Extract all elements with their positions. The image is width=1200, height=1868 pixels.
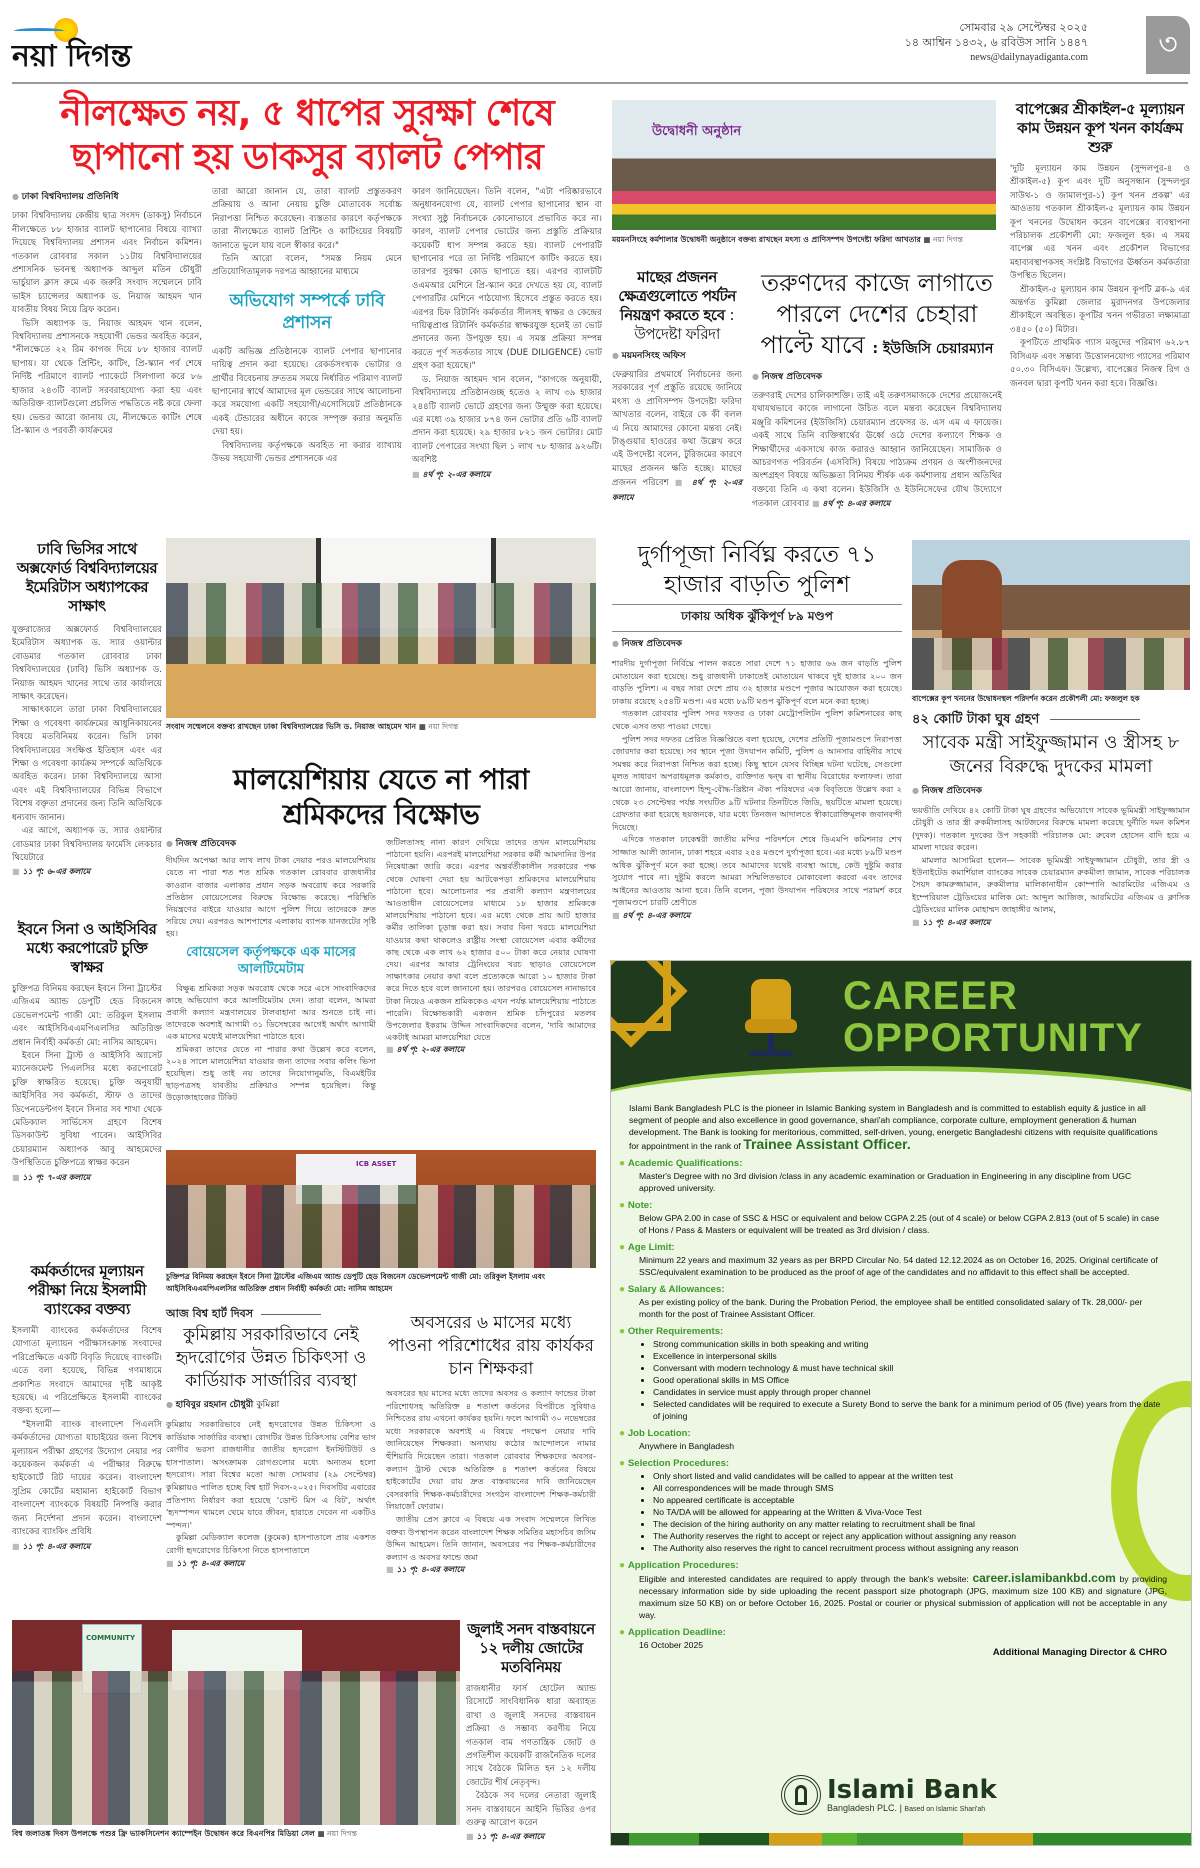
paragraph: শ্রীকাইল-৫ মূল্যায়ন কাম উন্নয়ন কূপটি ব্লক-৯ এর অন্তর্গত কুমিল্লা জেলার মুরাদনগর উপজেলার শ্রীকাইলে অবস্থিত। কূপটির খনন গভীরতা লক্ষ্যমাত্রা ৩৪৫০ (৫০) মিটার।	[1010, 284, 1190, 335]
paragraph: বৈঠকে সব দলের নেতারা জুলাই সনদ বাস্তবায়নে আইনি ভিত্তির ওপর গুরুত্ব আরোপ করেন	[466, 1791, 596, 1829]
paragraph: "ইসলামী ব্যাংক বাংলাদেশ পিএলসি কর্মকর্তাদের যোগ্যতা যাচাইয়ের জন্য বিশেষ মূল্যায়ন পরীক্ষা গ্রহণের উদ্যোগ নেয়ার পর কয়েকজন কর্মকর্তা এ পরীক্ষার বিরুদ্ধে হাইকোর্টে রিট দায়ের করেন। বাংলাদেশ সুপ্রিম কোর্টের মহামান্য হাইকোর্ট বিভাগ বাংলাদেশ ব্যাংককে বিষয়টি নিষ্পত্তি করার জন্য নির্দেশনা প্রদান করেন। বাংলাদেশ ব্যাংকের ব্যাংকিং প্রবিধি	[12, 1419, 162, 1538]
teachers-story	[386, 1312, 596, 1577]
bullet-item: • Conversant with modern technology & must have technical skill	[653, 1362, 1167, 1374]
fish-story	[612, 268, 742, 505]
section-title: ● Job Location:	[629, 1428, 1167, 1440]
photo-caption: বাপেক্সের কূপ খননের উদ্বোধনস্থল পরিদর্শন করেন প্রকৌশলী মো: ফজলুল হক	[912, 694, 1140, 703]
jump-link[interactable]: ■ ১১ পৃ: ৪-এর কলামে	[386, 1565, 464, 1574]
jump-link[interactable]: ■ ১১ পৃ: ৪-এর কলামে	[166, 1559, 244, 1568]
agreement-signing-photo	[166, 1150, 596, 1268]
career-section	[629, 1284, 1167, 1320]
career-title	[843, 975, 1143, 1059]
malaysia-col2	[386, 836, 596, 1104]
career-title-line2: OPPORTUNITY	[843, 1016, 1143, 1060]
heart-headline[interactable]: কুমিল্লায় সরকারিভাবে নেই হৃদরোগের উন্নত চিকিৎসা ও কার্ডিয়াক সার্জারির ব্যবস্থা	[175, 1325, 367, 1391]
paragraph: ড. নিয়াজ আহমদ খান বলেন, "কাগজে অনুযায়ী, বিশ্ববিদ্যালয়ে প্রতিষ্ঠানগুচ্ছ হতেও ২ লাখ ৩৯ হাজার ২৪৪টি ব্যালট ভোটে গ্রহণের জন্য উন্মুক্ত করা হয়েছে। এর মধ্যে ৩৯ হাজার ৮৭৪ জন ভোটার প্রতি ৬টি ব্যালট প্রদান করা হয়েছে। ২৯ হাজার ৮২১ জন ভোটার। মোট ব্যালট পেপারের সংখ্যা ছিল ১ লাখ ৭৮ হাজার ৯২৬টি। অবশিষ্ট	[412, 374, 602, 466]
section-text: Anywhere in Bangladesh	[639, 1441, 735, 1451]
bullet-item: • Selected candidates will be required to execute a Surety Bond to serve the bank for a minimum period of 05 (five) years from the date of joining	[653, 1398, 1167, 1422]
lead-col2	[212, 186, 402, 482]
kicker-text: আজ বিশ্ব হার্ট দিবস	[166, 1307, 253, 1320]
teachers-headline[interactable]: অবসরের ৬ মাসের মধ্যে পাওনা পরিশোধের রায় কার্যকর চান শিক্ষকরা	[388, 1313, 594, 1379]
paragraph: ফেব্রুয়ারির প্রথমার্ধে নির্বাচনের জন্য সরকারের পূর্ণ প্রস্তুতি রয়েছে জানিয়ে মৎস্য ও প্রাণিসম্পদ উপদেষ্টা ফরিদা আখতার বলেন, বাইরে কে কী বলল এ নিয়ে আমাদের কোনো মন্তব্য নেই। টাঙ্গুয়ার হাওরের কথা উল্লেখ করে এই উপদেষ্টা বলেন, টুরিজমের কারণে মাছের প্রজনন ক্ষতি হচ্ছে। মাছের প্রজনন পরিবেশ	[612, 370, 742, 489]
section-title: ● Age Limit:	[629, 1242, 1167, 1254]
jump-link[interactable]: ■ ১১ পৃ: ৪-এর কলামে	[12, 1542, 90, 1551]
photo-credit: ■ নয়া দিগন্ত	[317, 1829, 358, 1838]
paragraph: পুলিশ সদর দফতর প্রেরিত বিজ্ঞপ্তিতে বলা হয়েছে, দেশের প্রতিটি পূজামণ্ডপে নিরাপত্তা জোরদার করা হয়েছে। সব স্থানে পূজা উদযাপন কমিটি, পুলিশ ও আনসার বাহিনীর সাথে সমন্বয় করে নিরাপত্তা নিশ্চিত করা হচ্ছে। কিছু স্থানে যেসব বিচ্ছিন্ন ঘটনা ঘটেছে, সেগুলো মূলত সাধারণ অপরাধমূলক কর্মকাণ্ড, ব্যক্তিগত দ্বন্দ্ব বা স্থানীয় বিরোধের ফলাফল। তারা আরো জানায়, বাংলাদেশ হিন্দু-বৌদ্ধ-খ্রিষ্টান ঐক্য পরিষদের এক বিবৃতিতে উল্লেখ করা ২ থেকে ২৩ সেপ্টেম্বর পর্যন্ত সংঘটিত ৯টি ঘটনার তিনটিতে জিডি, ছয়টিতে মামলা হয়েছে। গ্রেফতার করা হয়েছে ছয়জনকে, যার মধ্যে তিনজন আদালতে স্বীকারোক্তিমূলক জবানবন্দী দিয়েছে।	[612, 733, 902, 832]
caption-text: সংবাদ সম্মেলনে বক্তব্য রাখছেন ঢাকা বিশ্ববিদ্যালয়ের ভিসি ড. নিয়াজ আহমেদ খান	[166, 722, 417, 731]
chair-icon	[741, 979, 801, 1057]
malaysia-pullquote: বোয়েসেল কর্তৃপক্ষকে এক মাসের আলটিমেটাম	[186, 944, 356, 977]
heart-body	[166, 1418, 376, 1570]
headline-text: মাছের প্রজনন ক্ষেত্রগুলোতে পর্যটন নিয়ন্ত্রণ করতে হবে	[618, 268, 736, 324]
fish-body	[612, 369, 742, 505]
bapex-story	[1010, 100, 1190, 391]
bullet-item: • Strong communication skills in both speaking and writing	[653, 1338, 1167, 1350]
logo-tag: Based on Islamic Shari'ah	[904, 1806, 986, 1813]
career-section	[629, 1242, 1167, 1278]
ugc-headline[interactable]	[752, 268, 1002, 365]
section-title: ● Other Requirements:	[629, 1326, 1167, 1338]
ibn-sina-photo-block	[166, 1150, 596, 1295]
paragraph: তারা আরো জানান যে, তারা ব্যালট প্রস্তুতকরণ প্রক্রিয়ায় ও আনা নেয়ায় চুক্তি মোতাবেক সর্বোচ্চ নিরাপত্তা নিশ্চিত করেছেন। ব্যস্ততার কারণে কর্তৃপক্ষকে তারা নীলক্ষেতে ব্যালট প্রিন্টিং ও কাটিংয়ের বিষয়টি জানাতে ভুলে যায় বলে স্বীকার করে।"	[212, 187, 402, 251]
lead-byline: ● ঢাকা বিশ্ববিদ্যালয় প্রতিনিধি	[12, 190, 202, 204]
paragraph: তরুণরাই দেশের চালিকাশক্তি। তাই এই তরুণসমাজকে দেশের প্রয়োজনেই যথাযথভাবে কাজে লাগানো উচিত বলে মন্তব্য করেছেন বিশ্ববিদ্যালয় মঞ্জুরি কমিশনের (ইউজিসি) চেয়ারম্যান প্রফেসর ড. এস এম এ ফায়েজ। একই সাথে তিনি ব্যক্তিস্বার্থের ঊর্ধ্বে ওঠে দেশের কল্যাণে শিক্ষক ও শিক্ষার্থীদের একসাথে কাজ করারও আহ্বান জানিয়েছেন। সামাজিক ও আচরণগত পরিবর্তন (এসবিসি) বিষয়ে পাঠ্যক্রম প্রণয়ন ও অংশীজনদের অংশগ্রহণ বিষয়ে অভিজ্ঞতা বিনিময় শীর্ষক এক কর্মশালায় প্রধান অতিথির বক্তব্যে তিনি এ কথা বলেন। ইউজিসি ও ইউনিসেফের যৌথ উদ্যোগে গতকাল রোববার	[752, 391, 1002, 510]
masthead	[0, 0, 1200, 80]
date-gregorian: সোমবার ২৯ সেপ্টেম্বর ২০২৫	[959, 21, 1088, 34]
lead-headline-line2: ছাপানো হয় ডাকসুর ব্যালট পেপার	[71, 137, 543, 178]
section-title: ● Application Deadline:	[629, 1627, 1167, 1639]
acc-kicker	[912, 710, 1190, 731]
page-number: ৩	[1158, 27, 1178, 62]
section-title: ● Salary & Allowances:	[629, 1284, 1167, 1296]
acc-body	[912, 804, 1190, 929]
paragraph: দীর্ঘদিন অপেক্ষা আর লাখ লাখ টাকা দেয়ার পরও মালয়েশিয়ায় যেতে না পারা শত শত শ্রমিক গতকাল রোববার রাজধানীর কাওরান বাজার এলাকার প্রধান সড়ক অবরোধ করে সরকারি প্রতিষ্ঠান বোয়েসেলের বিরুদ্ধে বিক্ষোভ করেছে। পরিস্থিতি নিয়ন্ত্রণের বাইরে যাওয়ার আগে পুলিশ গিয়ে তাদেরকে দ্রুত সরিয়ে দেয়। এরপরও আশপাশের এলাকায় ব্যাপক যানজটের সৃষ্টি হয়।	[166, 855, 376, 939]
heart-story	[166, 1305, 376, 1570]
headline-suffix: : উপদেষ্টা ফরিদা	[634, 306, 735, 343]
application-text	[629, 1572, 1167, 1621]
deadline-date: 16 October 2025	[639, 1640, 704, 1650]
lead-pullquote: অভিযোগ সম্পর্কে ঢাবি প্রশাসন	[229, 290, 385, 333]
bank-emblem-icon	[781, 1775, 821, 1815]
section-title: ● Note:	[629, 1200, 1167, 1212]
durga-byline: ● নিজস্ব প্রতিবেদক	[612, 636, 902, 651]
paragraph: ইবনে সিনা ট্রাস্ট ও আইসিবি অ্যাসেট ম্যানেজমেন্ট পিএলসির মধ্যে করপোরেট চুক্তি স্বাক্ষরিত হয়েছে। চুক্তি অনুযায়ী আইসিবির সব কর্মকর্তা, স্টাফ ও তাদের ডিপেনডেন্টগণ ইবনে সিনার সব শাখা থেকে মেডিক্যাল সার্ভিসেস গ্রহণে বিশেষ ডিসকাউন্ট সুবিধা পাবেন। আইসিবির চেয়ারম্যান অধ্যাপক আবু আহমেদের উপস্থিতিতে চুক্তিপত্রে স্বাক্ষর করেন	[12, 1051, 162, 1169]
workshop-photo	[612, 100, 996, 230]
bullet-item: • All correspondences will be made through SMS	[653, 1482, 1167, 1494]
section-text: Below GPA 2.00 in case of SSC & HSC or equivalent and below CGPA 2.25 (out of 4 scale) or below CGPA 2.813 (out of 5 scale) in case of Hons / Pass & Masters or equivalent will be treated as 3rd division / class.	[639, 1213, 1160, 1235]
july-charter-story	[466, 1620, 596, 1845]
ugc-byline: ● নিজস্ব প্রতিবেদক	[752, 369, 1002, 384]
paragraph: এদিকে গতকাল ঢাকেশ্বরী জাতীয় মন্দির পরিদর্শনে শেষে ডিএমপি কমিশনার শেখ সাজ্জাত আলী জানান, ঢাকা শহরে এবার ২৫৪ মণ্ডপে দুর্গাপূজা হবে। এর মধ্যে ৮৯টি মণ্ডপ অধিক ঝুঁকিপূর্ণ মনে করা হচ্ছে। তবে আমাদের যথেষ্ট ব্যবস্থা আছে, কেউ দুষ্টুমি করার সুযোগ পাবে না। দুষ্টুমি করলে আমরা সম্মিলিতভাবে মোকাবেলা করবো এবং তাদের আইনের আওতায় আনা হবে। তিনি বলেন, পূজা উদযাপন পরিষদের সাথে পরামর্শ করে পূজামণ্ডপে চারটি শ্রেণীতে	[612, 834, 902, 908]
oxford-story	[12, 540, 162, 880]
bullet-item: • Only short listed and valid candidates will be called to appear at the written test	[653, 1470, 1167, 1482]
fish-byline: ● ময়মনসিংহ অফিস	[612, 348, 742, 363]
photo-credit: ■ নয়া দিগন্ত	[923, 235, 963, 244]
career-ad	[610, 960, 1192, 1846]
career-section	[629, 1458, 1167, 1554]
section-title: ● Academic Qualifications:	[629, 1158, 1167, 1170]
career-url-link[interactable]: career.islamibankbd.com	[972, 1571, 1116, 1585]
paragraph: জাতীয় প্রেস ক্লাবে এ বিষয়ে এক সংবাদ সম্মেলনে লিখিত বক্তব্য উপস্থাপন করেন বাংলাদেশ শিক্ষক সমিতির মহাসচিব জসিম উদ্দিন আহমেদ। তিনি জানান, অবসরের পর শিক্ষক-কর্মচারীদের কল্যাণ ও অবসর ফান্ডে জমা	[386, 1513, 597, 1562]
paragraph: কূপটিতে প্রাথমিক গ্যাস মজুদের পরিমাণ ৬২.৮৭ বিসিএফ এবং সম্ভাব্য উত্তোলনযোগ্য গ্যাসের পরিমাণ ৫০.৩০ বিসিএফ। উল্লেখ্য, বাপেক্সের নিজস্ব রিগ ও জনবল দ্বারা কূপটি খনন করা হবে। বিজ্ঞপ্তি।	[1010, 338, 1190, 389]
drilling-rig-photo	[912, 540, 1190, 690]
byline-name: হাবিবুর রহমান চৌধুরী	[175, 1400, 254, 1410]
paragraph: জটিলতাসহ নানা কারণ দেখিয়ে তাদের তখন মালয়েশিয়ায় পাঠানো হয়নি। এরপরই মালয়েশিয়া সরকার কর্মী আমদানির উপর নিষেধাজ্ঞা জারি করে। এরপর অন্তর্বর্তীকালীন সরকারের পক্ষ থেকে ঘোষণা দেয়া হয় আটকেপড়া শ্রমিকদের মালয়েশিয়ায় পাঠানো হবে। আলোচনার পর প্রবাসী কল্যাণ মন্ত্রণালয়ের আওতাধীন বোয়েসেলের মাধ্যমে ১৮ হাজার শ্রমিককে মালয়েশিয়ায় পাঠানো হবে। এর মধ্যে থেকে প্রায় আট হাজার কর্মীর তালিকা চূড়ান্ত করা হয়। সবার বিনা খরচে মালয়েশিয়া যাওয়ার কথা থাকলেও রাষ্ট্রীয় সংস্থা বোয়েসেল এবার কর্মীদের কাছ থেকে এক লাখ ৬২ হাজার ৫০০ টাকা করে নেয়ার ঘোষণা দেয়। এরপর আবার ট্রেনিংয়ের খরচ ছাড়াও বোয়েসেলে সাক্ষাৎকার নেয়ার কথা বলে প্রত্যেককে আরো ১০ হাজার টাকা করে দিতে হবে বলে জানানো হয়। তারপরও বোয়েসেল নানাভাবে টাকা নিয়েও একজন শ্রমিককেও এখন পর্যন্ত মালয়েশিয়ায় পাঠাতে পারেনি। বিক্ষোভকারী একজন শ্রমিক চাঁদপুরের মতলব উপজেলার ইকরাম উদ্দিন সাংবাদিকদের বলেন, 'দাবি আমাদের একটাই আমরা মালয়েশিয়া যেতে	[386, 837, 596, 1043]
career-ad-header	[611, 961, 1191, 1096]
photo-credit: ■ নয়া দিগন্ত	[418, 722, 459, 731]
career-section	[629, 1326, 1167, 1422]
paragraph: গতকাল রোববার পুলিশ সদর দফতর ও ঢাকা মেট্রোপলিটন পুলিশ কমিশনারের কাছ থেকে এসব তথ্য পাওয়া গেছে।	[612, 708, 902, 731]
jump-link[interactable]: ■ ১১ পৃ: ৪-এর কলামে	[466, 1832, 544, 1841]
jump-link[interactable]: ■ ৪র্থ পৃ: ২-এর কলামে	[412, 470, 490, 479]
logo-sub: Bangladesh PLC.	[827, 1803, 898, 1813]
career-section	[629, 1158, 1167, 1194]
section-text: Minimum 22 years and maximum 32 years as per BRPD Circular No. 54 dated 12.12.2024 as on October 16, 2025. Original certificate of SSC/equivalent examination to be produced as the proof of age of the candidates and no affidavit to this effect shall be accepted.	[639, 1255, 1158, 1277]
jump-link[interactable]: ■ ১১ পৃ: ৬-এর কলামে	[12, 867, 90, 876]
intro-text: Islami Bank Bangladesh PLC is the pioneer in Islamic Banking system in Bangladesh and is committed to establish equity & justice in all segment of people and also excellence in good governance, shari'ah compliance, corporate culture, employment generation & human development. The Bank is looking for meritorious, committed, self-driven, young, energetic Bangladeshi citizens with requisite qualifications for appointment in the rank of	[629, 1103, 1158, 1151]
durga-story	[612, 540, 902, 922]
paragraph: শ্রমিকরা তাদের যেতে না পারার কথা উল্লেখ করে বলেন, ২০২৪ সালে মালয়েশিয়া যাওয়ার জন্য তাদের সবার কলিং ভিসা হয়েছিল। শুধু তাই নয় তাদের নিয়োগানুমতি, বিএমইটির ছাড়পত্রসহ যাবতীয় প্রক্রিয়াও সম্পন্ন হয়েছিল। কিন্তু উড়োজাহাজের টিকিট	[166, 1043, 376, 1103]
rabies-photo-block	[12, 1620, 460, 1840]
durga-headline[interactable]: দুর্গাপূজা নির্বিঘ্ন করতে ৭১ হাজার বাড়তি পুলিশ	[637, 542, 877, 598]
banner-text: ICB ASSET	[356, 1160, 397, 1168]
date-bangla-hijri: ১৪ আশ্বিন ১৪৩২, ৬ রবিউস সানি ১৪৪৭	[904, 36, 1088, 49]
kicker-text: ৪২ কোটি টাকা ঘুষ গ্রহণ	[912, 712, 1040, 727]
press-conference-photo	[166, 538, 596, 718]
ugc-body	[752, 390, 1002, 512]
photo-caption: চুক্তিপত্র বিনিময় করছেন ইবনে সিনা ট্রাস্টের এজিএম অ্যান্ড ডেপুটি হেড বিজনেস ডেভেলপমেন্ট গাজী মো: তরিকুল ইসলাম এবং আইসিবিএএমপিএলসির অতিরিক্ত প্রধান নির্বাহী কর্মকর্তা মো: নাসিম আহমেদ	[166, 1272, 545, 1293]
photo-caption	[166, 721, 596, 733]
vc-photo-block	[166, 538, 596, 738]
islami-bank-body	[12, 1325, 162, 1554]
position-title: Trainee Assistant Officer.	[743, 1136, 911, 1152]
oxford-headline[interactable]: ঢাবি ভিসির সাথে অক্সফোর্ড বিশ্ববিদ্যালয়ের ইমেরিটাস অধ্যাপকের সাক্ষাৎ	[16, 540, 158, 615]
career-body	[611, 1096, 1191, 1659]
headline-suffix: : ইউজিসি চেয়ারম্যান	[872, 341, 994, 357]
malaysia-byline: ● নিজস্ব প্রতিবেদক	[166, 838, 376, 850]
july-charter-headline[interactable]: জুলাই সনদ বাস্তবায়নে ১২ দলীয় জোটের মতবিনিময়	[467, 1620, 595, 1676]
acc-byline: ● নিজস্ব প্রতিবেদক	[912, 783, 1190, 798]
application-section	[629, 1560, 1167, 1621]
jump-link[interactable]: ■ ৪র্থ পৃ: ৪-এর কলামে	[812, 499, 890, 508]
paragraph: ভয়ভীতি দেখিয়ে ৪২ কোটি টাকা ঘুষ গ্রহণের অভিযোগে সাবেক ভূমিমন্ত্রী সাইফুজ্জামান চৌধুরী ও তার স্ত্রী রুকমীলাসহ আটজনের বিরুদ্ধে মামলা করেছে দুর্নীতি দমন কমিশন (দুদক)। গতকাল দুদকের উপ সহকারী পরিচালক মো: রুবেল হোসেন বাদি হয়ে এ মামলা দায়ের করেন।	[912, 805, 1190, 853]
paragraph: শারদীয় দুর্গাপূজা নির্বিঘ্নে পালন করতে সারা দেশে ৭১ হাজার ৬৬ জন বাড়তি পুলিশ মোতায়েন করা হয়েছে। শুধু রাজধানী ঢাকাতেই মোতায়েন থাকবে দুই হাজার ২০০ জন বাড়তি পুলিশ। এ বছর সারা দেশে প্রায় ৩২ হাজার মণ্ডপে পূজার আয়োজন করা হয়েছে। ঢাকায় রয়েছে ২৫৪টি মণ্ডপ। এর মধ্যে ৮৯টি মণ্ডপ ঝুঁকিপূর্ণ বলে মনে করা হচ্ছে।	[612, 658, 902, 706]
paragraph: রাজধানীর ফার্স হোটেল অ্যান্ড রিসোর্টে সাংবিধানিক ধারা অব্যাহত রাখা ও জুলাই সনদের বাস্তবায়ন প্রক্রিয়া ও সম্ভাব্য করণীয় নিয়ে গতকাল বাম গণতান্ত্রিক জোট ও প্রগতিশীল কয়েকটি রাজনৈতিক দলের সাথে বৈঠকে মিলিত হন ১২ দলীয় জোটের শীর্ষ নেতৃবৃন্দ।	[466, 1684, 596, 1788]
paragraph: একটি অভিজ্ঞ প্রতিষ্ঠানকে ব্যালট পেপার ছাপানোর দায়িত্ব প্রদান করা হয়েছে। রেকর্ডসংখ্যক ভোটার ও প্রার্থীর বিবেচনায় দ্রুততম সময়ে নির্ধারিত পরিমাণ ব্যালট ছাপানোর স্বার্থে আমাদের মূল ভেন্ডরের সাথে আলোচনা করে সমযোগ্য একটি সহযোগী/এসোসিয়েট প্রতিষ্ঠানকে একই টেন্ডারের অধীনে কাজে সম্পৃক্ত করার অনুমতি দেয়া হয়।	[212, 346, 402, 438]
lead-col3	[412, 186, 602, 482]
july-charter-body	[466, 1683, 596, 1845]
section-text: Master's Degree with no 3rd division /class in any academic examination or Graduation in Engineering in any discipline from UGC approved university.	[639, 1171, 1132, 1193]
dateline	[905, 20, 1088, 65]
malaysia-story	[166, 762, 596, 1104]
acc-story	[912, 710, 1190, 929]
paragraph: ঢাকা বিশ্ববিদ্যালয় কেন্দ্রীয় ছাত্র সংসদ (ডাকসু) নির্বাচনে নীলক্ষেতে ৮৮ হাজার ব্যালট ছাপানোর বিষয়ে ব্যাখ্যা দিয়েছে বিশ্ববিদ্যালয় প্রশাসন এবং নির্বাচন কমিশন। গতকাল রোববার সকাল ১১টায় বিশ্ববিদ্যালয়ের প্রশাসনিক ভবনস্থ অধ্যাপক আব্দুল মতিন চৌধুরী ভার্চুয়াল ক্লাস রুমে এক জরুরি সংবাদ সম্মেলনে ঢাবি ভাইস চ্যান্সেলর অধ্যাপক ড. নিয়াজ আহমদ খান যাবতীয় বিষয় নিয়ে ব্রিফ করেন।	[12, 211, 202, 316]
lead-story	[12, 92, 602, 512]
bullet-item: • No TA/DA will be allowed for appearing at the Written & Viva-Voce Test	[653, 1506, 1167, 1518]
section-text: As per existing policy of the bank. During the Probation Period, the employee shall be entitled consolidated salary of Tk. 28,000/- per month for the post of Trainee Assistant Officer.	[639, 1297, 1143, 1319]
fish-headline[interactable]	[612, 268, 742, 344]
paragraph: মামলার আসামিরা হলেন— সাবেক ভূমিমন্ত্রী সাইফুজ্জামান চৌধুরী, তার স্ত্রী ও ইউনাইটেড কমার্শিয়াল ব্যাংকের সাবেক চেয়ারম্যান রুকমীলা জামান, সাবেক পরিচালক সৈয়দ কামরুজ্জামান, রুকমীলার মালিকানাধীন কোম্পানি আরমিটের এজিএম ও ইম্পেরিয়াল ট্রেডিংয়ের মালিক মো: আব্দুল আজিজ, আরমিটের এজিএম ও ক্লাসিক ট্রেডিংয়ের মালিক মোহাম্মদ জাহাঙ্গীর আলম,	[912, 854, 1190, 915]
masthead-rule	[12, 82, 1188, 84]
heart-byline	[166, 1397, 376, 1412]
paragraph: সাক্ষাৎকালে তারা ঢাকা বিশ্ববিদ্যালয়ের শিক্ষা ও গবেষণা কার্যক্রমের আধুনিকায়নের বিষয়ে মতবিনিময় করেন। ভিসি ঢাকা বিশ্ববিদ্যালয়ের সংক্ষিপ্ত ইতিহাস এবং এর শিক্ষা ও গবেষণা কার্যক্রম সম্পর্কে অতিথিকে অবহিত করেন। ঢাকা বিশ্ববিদ্যালয়ে আসা এবং এই বিশ্ববিদ্যালয়ের বিভিন্ন বিভাগে বিশেষ বক্তৃতা প্রদানের জন্য তিনি অতিথিকে ধন্যবাদ জানান।	[12, 705, 162, 823]
photo-caption	[12, 1828, 460, 1840]
logo-subtitle: Bangladesh PLC. | Based on Islamic Shari'ah	[827, 1803, 986, 1813]
durga-subhead: ঢাকায় অধিক ঝুঁকিপূর্ণ ৮৯ মণ্ডপ	[612, 604, 902, 632]
bapex-headline[interactable]: বাপেক্সের শ্রীকাইল-৫ মূল্যায়ন কাম উন্নয়ন কূপ খনন কার্যক্রম শুরু	[1015, 100, 1185, 156]
career-title-line1: CAREER	[843, 974, 1018, 1018]
paragraph: ভিসি অধ্যাপক ড. নিয়াজ আহমদ খান বলেন, বিশ্ববিদ্যালয় প্রশাসনকে সহযোগী ভেন্ডর অবহিত করেন, "নীলক্ষেতে ২২ রিম কাগজ দিয়ে ৮৮ হাজার ব্যালট ছাপায়। যা থেকে প্রিন্টিং, কাটিং, প্রি-স্ক্যান পর্ব শেষে নির্দিষ্ট পরিমাণে ব্যালট প্যাকেটে সিলগালা করে ৮৬ হাজার ২৪৩টি ব্যালট সরবরাহযোগ্য করা হয় এবং অতিরিক্ত ব্যালটগুলো প্রচলিত পদ্ধতিতে নষ্ট করে ফেলা হয়। ভেন্ডর আরো জানায় যে, নীলক্ষেতে কাটিং শেষে প্রি-স্ক্যান ও পরবর্তী কার্যক্রমের	[12, 318, 202, 436]
paragraph: এর আগে, অধ্যাপক ড. স্যার ওয়াল্টার বোডমার ঢাকা বিশ্ববিদ্যালয় ফার্মেসি লেকচার থিয়েটারে	[12, 826, 162, 863]
banner-text: উদ্বোধনী অনুষ্ঠান	[652, 124, 742, 139]
islami-bank-story	[12, 1262, 162, 1554]
paragraph: বিক্ষুব্ধ শ্রমিকরা সড়ক অবরোধ থেকে সরে এসে সাংবাদিকদের কাছে অভিযোগ করে আলটিমেটাম দেন। তারা বলেন, আমরা প্রবাসী কল্যাণ মন্ত্রণালয়ের টালবাহানা আর শুনতে চাই না। তাদেরকে অবশ্যই আগামী ৩১ ডিসেম্বরের আগেই অর্থাৎ আগামী এক মাসের মধ্যেই মালয়েশিয়া পাঠাতে হবে।	[166, 982, 376, 1042]
jump-link[interactable]: ■ ৪র্থ পৃ: ২-এর কলামে	[612, 478, 742, 501]
section-title: ● Selection Procedures:	[629, 1458, 1167, 1470]
ugc-story	[752, 268, 1002, 512]
career-section	[629, 1200, 1167, 1236]
paragraph: ইসলামী ব্যাংকের কর্মকর্তাদের বিশেষ যোগ্যতা মূল্যায়ন পরীক্ষাসংক্রান্ত সংবাদের পরিপ্রেক্ষিতে একটি বিবৃতি দিয়েছে ব্যাংকটি। এতে বলা হয়েছে, বিভিন্ন গণমাধ্যমে প্রকাশিত সংবাদে আমাদের দৃষ্টি আকৃষ্ট হয়েছে। এ পরিপ্রেক্ষিতে ইসলামী ব্যাংকের বক্তব্য হলো—	[12, 1326, 162, 1417]
jump-link[interactable]: ■ ১১ পৃ: ৭-এর কলামে	[12, 1173, 90, 1182]
acc-headline[interactable]: সাবেক মন্ত্রী সাইফুজ্জামান ও স্ত্রীসহ ৮ জনের বিরুদ্ধে দুদকের মামলা	[922, 732, 1180, 777]
jump-link[interactable]: ■ ৪র্থ পৃ: ২-এর কলামে	[386, 1045, 464, 1054]
logo-name: Islami Bank	[827, 1775, 997, 1805]
ornament-icon	[610, 960, 671, 1031]
lead-headline[interactable]	[12, 92, 602, 180]
teachers-body	[386, 1387, 596, 1577]
heart-kicker	[166, 1305, 376, 1324]
lead-headline-line1: নীলক্ষেত নয়, ৫ ধাপের সুরক্ষা শেষে	[60, 93, 554, 134]
bullet-item: • The Authority also reserves the right to cancel recruitment process without assigning any reason	[653, 1542, 1167, 1554]
ibn-sina-story	[12, 920, 162, 1185]
jump-link[interactable]: ■ ৪র্থ পৃ: ৪-এর কলামে	[612, 911, 690, 920]
malaysia-headline[interactable]: মালয়েশিয়ায় যেতে না পারা শ্রমিকদের বিক্ষোভ	[233, 763, 529, 831]
color-band	[611, 1833, 1191, 1845]
paragraph: অবসরের ছয় মাসের মধ্যে তাদের অবসর ও কল্যাণ ফান্ডের টাকা পরিশোধসহ অতিরিক্ত ৪ শতাংশ কর্তনের বিপরীতে সুবিধাও নিশ্চিতের রায় এখনো কার্যকর হয়নি। ফলে আগামী ৩০ নভেম্বরের মধ্যে সরকারকে অবশ্যই এ বিষয়ে পদক্ষেপ নেয়ার দাবি জানিয়েছেন শিক্ষকরা। অন্যথায় কঠোর আন্দোলনে নামার হুঁশিয়ারি দিয়েছেন তারা। গতকাল রোববার শিক্ষকদের অবসর-কল্যাণ ট্রাস্ট থেকে অতিরিক্ত ৪ শতাংশ কর্তনের বিষয়ে হাইকোর্টের দেয়া রায় দ্রুত বাস্তবায়নের দাবি জানিয়েছেন বেসরকারি শিক্ষক-কর্মচারীদের সংগঠন বাংলাদেশ শিক্ষক-কর্মচারী লিয়াজোঁ ফোরাম।	[386, 1388, 596, 1512]
bullet-item: • No appeared certificate is acceptable	[653, 1494, 1167, 1506]
bullet-item: • The decision of the hiring authority on any matter relating to recruitment shall be final	[653, 1518, 1167, 1530]
bullet-item: • Excellence in interpersonal skills	[653, 1350, 1167, 1362]
signatory: Additional Managing Director & CHRO	[992, 1647, 1167, 1658]
jump-link[interactable]: ■ ১১ পৃ: ৪-এর কলামে	[912, 918, 990, 927]
ibn-sina-body	[12, 983, 162, 1185]
headline-text: তরুণদের কাজে লাগাতে পারলে দেশের চেহারা পাল্টে যাবে	[760, 269, 993, 359]
bullet-item: • Good operational skills in MS Office	[653, 1374, 1167, 1386]
bapex-body	[1010, 163, 1190, 391]
caption-text: বিশ্ব জলাতঙ্ক দিবস উপলক্ষে পশুর ফ্রি ভ্যাকসিনেশন ক্যাম্পেইন উদ্বোধন করে বিএনপির মিডিয়া সেল	[12, 1829, 315, 1838]
caption-text: ময়মনসিংহে কর্মশালার উদ্বোধনী অনুষ্ঠানে বক্তব্য রাখছেন মৎস্য ও প্রাণিসম্পদ উপদেষ্টা ফরিদা আখতার	[612, 235, 921, 244]
paragraph: 'দুটি মূল্যায়ন কাম উন্নয়ন (সুন্দলপুর-৪ ও শ্রীকাইল-৫) কূপ এবং দুটি অনুসন্ধান (সুন্দলপুর সাউথ-১ ও জামালপুর-১) কূপ খনন প্রকল্প' এর আওতায় গতকাল শ্রীকাইল-৫ মূল্যায়ন কাম উন্নয়ন কূপ খননের উদ্বোধন করেন বাপেক্সের ব্যবস্থাপনা পরিচালক প্রকৌশলী মো: ফজলুল হক। এ সময় বাপেক্স এর খনন এবং প্রকৌশল বিভাগের মহাব্যবস্থাপকসহ সংশ্লিষ্ট বিভাগের ঊর্ধ্বতন কর্মকর্তারা উপস্থিত ছিলেন।	[1010, 164, 1190, 282]
career-section	[629, 1428, 1167, 1452]
paragraph: চুক্তিপত্র বিনিময় করছেন ইবনে সিনা ট্রাস্টের এজিএম অ্যান্ড ডেপুটি হেড বিজনেস ডেভেলপমেন্ট গাজী মো: তরিকুল ইসলাম এবং আইসিবিএএমপিএলসির অতিরিক্ত প্রধান নির্বাহী কর্মকর্তা মো: নাসিম আহমেদ।	[12, 984, 162, 1048]
byline-place: কুমিল্লা	[256, 1400, 280, 1410]
paragraph: কুমিল্লা মেডিক্যাল কলেজ (কুমেক) হাসপাতালে প্রায় একশত রোগী হৃদরোগের চিকিৎসা নিতে হাসপাতালে	[166, 1532, 376, 1555]
bullet-item: • The Authority reserves the right to accept or reject any application without assigning any reason	[653, 1530, 1167, 1542]
paragraph: বিশ্ববিদ্যালয় কর্তৃপক্ষকে অবহিত না করার ব্যাখ্যায় উভয় সহযোগী ভেন্ডর প্রশাসনকে এর	[212, 440, 402, 465]
oxford-body	[12, 624, 162, 880]
application-post: by providing necessary information side by side uploading the recent passport size photograph (JPG, maximum size 100 KB) and signature (JPG, maximum size 50 KB) on or before October 16, 2025. Postal or courier or physical submission of application will not be acceptable in any way.	[639, 1574, 1168, 1620]
fish-photo-block	[612, 100, 996, 255]
ibn-sina-headline[interactable]: ইবনে সিনা ও আইসিবির মধ্যে করপোরেট চুক্তি স্বাক্ষর	[17, 920, 157, 976]
paragraph: যুক্তরাজ্যের অক্সফোর্ড বিশ্ববিদ্যালয়ের ইমেরিটাস অধ্যাপক ড. স্যার ওয়াল্টার বোডমার গতকাল রোববার ঢাকা বিশ্ববিদ্যালয়ের (ঢাবি) ভিসি অধ্যাপক ড. নিয়াজ আহমদ খানের সাথে তার কার্যালয়ে সাক্ষাৎ করেছেন।	[12, 625, 162, 703]
vaccination-campaign-photo	[12, 1620, 460, 1825]
bapex-photo-block	[912, 540, 1190, 705]
logo-text: নয়া দিগন্ত	[12, 39, 132, 74]
bullet-item: • Candidates in service must apply through proper channel	[653, 1386, 1167, 1398]
section-bullets	[629, 1338, 1167, 1422]
malaysia-col1	[166, 836, 376, 1104]
photo-caption	[612, 234, 996, 246]
section-bullets	[629, 1470, 1167, 1554]
logo[interactable]	[12, 18, 132, 74]
islami-bank-headline[interactable]: কর্মকর্তাদের মূল্যায়ন পরীক্ষা নিয়ে ইসলামী ব্যাংকের বক্তব্য	[27, 1262, 147, 1318]
book-icon	[14, 28, 64, 34]
durga-body	[612, 657, 902, 922]
paragraph: কারণ জানিয়েছেন। তিনি বলেন, "এটা পরিষ্কারভাবে অনুধাবনযোগ্য যে, ব্যালট পেপার ছাপানোর স্থান বা সংখ্যা সুষ্ঠু নির্বাচনকে কোনোভাবে প্রভাবিত করে না। কারণ, ব্যালট পেপার ভোটের জন্য প্রস্তুতি প্রক্রিয়ার কয়েকটি ধাপ সম্পন্ন করতে হয়। ব্যালট পেপারটি ছাপানোর পরে তা নির্দিষ্ট পরিমাপে কাটিং করতে হয়। তারপর সুরক্ষা কোড ছাপাতে হয়। এরপর ব্যালটটি ওএমআর মেশিনে প্রি-স্ক্যান করে দেখতে হয় যে, ব্যালট পেপারটির মেশিনে পাঠযোগ্য হিসেবে প্রস্তুত করতে হয়। এরপর চিফ রিটার্নিং কর্মকর্তার সীলসহ স্বাক্ষর ও কেন্দ্রের দায়িত্বপ্রাপ্ত রিটার্নিং কর্মকর্তার স্বাক্ষরযুক্ত হলেই তা ভোট প্রদানের জন্য উপযুক্ত হয়। এ সমস্ত প্রক্রিয়া সম্পন্ন করতে পূর্ণ সতর্কতার সাথে (DUE DILIGENCE) ভোট গ্রহণ করা হয়েছে।"	[412, 187, 602, 372]
poster-text: COMMUNITY	[86, 1634, 136, 1642]
islami-bank-logo	[781, 1775, 997, 1815]
paragraph: তিনি আরো বলেন, "সমস্ত নিয়ম মেনে প্রতিযোগিতামূলক দরপত্র আহ্বানের মাধ্যমে	[212, 254, 402, 278]
career-intro	[629, 1102, 1167, 1152]
page-number-badge	[1146, 16, 1190, 74]
lead-col1	[12, 186, 202, 482]
section-title: ● Application Procedures:	[629, 1560, 1167, 1572]
email-link[interactable]: news@dailynayadiganta.com	[970, 52, 1088, 63]
paragraph: কুমিল্লায় সরকারিভাবে নেই হৃদরোগের উন্নত চিকিৎসা ও কার্ডিয়াক সার্জারির ব্যবস্থা। রোগটির উন্নত চিকিৎসায় বেশির ভাগ রোগীর ভরসা রাজধানীর জাতীয় হৃদরোগ ইনস্টিটিউট ও হাসপাতাল। অসংক্রামক রোগগুলোর মধ্যে অন্যতম হলো হৃদরোগ। সারা বিশ্বের মতো আজ সোমবার (২৯ সেপ্টেম্বর) কুমিল্লায়ও পালিত হচ্ছে বিশ্ব হার্ট দিবস-২০২৫। দিবসটির এবারের প্রতিপাদ্য নির্ধারণ করা হয়েছে 'ডোন্ট মিস এ বিট', অর্থাৎ 'হৃদস্পন্দন থামলে থেমে যাবে জীবন, হারাতে দেবেন না একটিও স্পন্দন।'	[166, 1419, 376, 1530]
career-sections	[629, 1158, 1167, 1554]
application-pre: Eligible and interested candidates are required to apply through the bank's website:	[639, 1574, 969, 1584]
